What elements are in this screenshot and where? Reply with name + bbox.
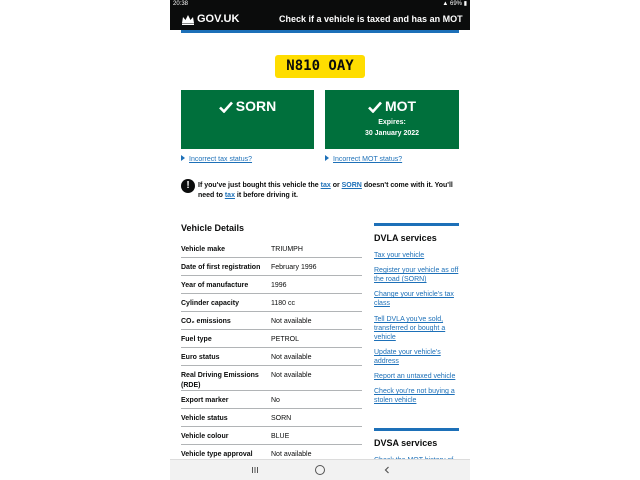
row-key: Vehicle type approval xyxy=(181,451,253,458)
service-name-link[interactable]: Check if a vehicle is taxed and has an MOT xyxy=(279,14,463,24)
row-key: Euro status xyxy=(181,354,220,361)
dvla-services-panel xyxy=(374,223,459,423)
registration-plate: N810 OAY xyxy=(275,55,365,78)
table-row xyxy=(181,294,362,312)
warning-text-part: doesn't come with it. You'll need to xyxy=(198,182,453,199)
row-value: 1996 xyxy=(271,282,287,289)
row-value: BLUE xyxy=(271,433,290,440)
row-value: Not available xyxy=(271,318,312,325)
row-value: No xyxy=(271,397,280,404)
incorrect-mot-status-link[interactable] xyxy=(325,155,402,163)
crown-icon xyxy=(181,14,195,25)
disclosure-triangle-icon xyxy=(181,155,185,161)
home-icon[interactable] xyxy=(315,465,325,475)
govuk-logo-link[interactable]: GOV.UK xyxy=(197,13,240,25)
row-key: Vehicle colour xyxy=(181,433,229,440)
tax-status-text: SORN xyxy=(235,98,277,114)
register-sorn-link[interactable]: Register your vehicle as off the road (SORN) xyxy=(374,267,459,283)
tick-icon xyxy=(368,101,382,113)
mot-status-panel xyxy=(325,90,459,149)
vehicle-details-table xyxy=(181,240,362,463)
row-key: Vehicle make xyxy=(181,246,225,253)
row-key: Real Driving Emissions (RDE) xyxy=(181,372,259,389)
back-icon[interactable] xyxy=(382,465,392,475)
dvla-services-title: DVLA services xyxy=(374,233,437,243)
tax-link[interactable]: tax xyxy=(320,182,331,189)
row-value: SORN xyxy=(271,415,292,422)
row-key: Vehicle status xyxy=(181,415,228,422)
govuk-header xyxy=(170,9,470,30)
table-row xyxy=(181,366,362,391)
tell-dvla-sold-link[interactable]: Tell DVLA you've sold, transferred or bought a vehicle xyxy=(374,316,446,341)
recents-icon[interactable] xyxy=(250,465,260,475)
table-row xyxy=(181,240,362,258)
mot-status-text: MOT xyxy=(384,98,417,114)
header-blue-bar xyxy=(181,30,459,33)
row-value: Not available xyxy=(271,354,312,361)
tax-link-2[interactable]: tax xyxy=(224,192,235,199)
row-key: Export marker xyxy=(181,397,229,404)
mot-expires-label: Expires: xyxy=(378,119,406,126)
aside-blue-bar xyxy=(374,428,459,431)
incorrect-tax-status-label: Incorrect tax status? xyxy=(189,156,253,163)
row-key: Fuel type xyxy=(181,336,212,343)
row-key: Date of first registration xyxy=(181,264,261,271)
table-row xyxy=(181,409,362,427)
row-key: Year of manufacture xyxy=(181,282,249,289)
tax-status-title xyxy=(181,97,314,115)
row-key: Cylinder capacity xyxy=(181,300,239,307)
table-row xyxy=(181,348,362,366)
tick-icon xyxy=(219,101,233,113)
check-stolen-link[interactable]: Check you're not buying a stolen vehicle xyxy=(374,388,455,404)
battery-icon: ▮ xyxy=(463,1,467,7)
tax-status-panel xyxy=(181,90,314,149)
row-value: Not available xyxy=(271,372,312,379)
warning-text-part: If you've just bought this vehicle the xyxy=(198,182,321,189)
system-status-bar xyxy=(170,0,470,9)
battery-percentage: 69% xyxy=(450,1,463,7)
table-row xyxy=(181,276,362,294)
incorrect-tax-status-link[interactable] xyxy=(181,155,252,163)
row-value: February 1996 xyxy=(271,264,317,271)
tax-your-vehicle-link[interactable]: Tax your vehicle xyxy=(374,252,425,259)
wifi-icon: ▲ xyxy=(442,1,449,7)
disclosure-triangle-icon xyxy=(325,155,329,161)
change-tax-class-link[interactable]: Change your vehicle's tax class xyxy=(374,291,454,307)
update-address-link[interactable]: Update your vehicle's address xyxy=(374,349,441,365)
browser-viewport xyxy=(170,0,470,480)
row-value: TRIUMPH xyxy=(271,246,303,253)
incorrect-mot-status-label: Incorrect MOT status? xyxy=(333,156,403,163)
vehicle-details-title: Vehicle Details xyxy=(181,223,245,233)
mot-status-title xyxy=(325,97,459,115)
row-value: PETROL xyxy=(271,336,300,343)
aside-blue-bar xyxy=(374,223,459,226)
table-row xyxy=(181,258,362,276)
table-row xyxy=(181,312,362,330)
table-row xyxy=(181,427,362,445)
sorn-link[interactable]: SORN xyxy=(341,182,362,189)
android-navigation-bar xyxy=(170,459,470,480)
table-row xyxy=(181,330,362,348)
row-value: Not available xyxy=(271,451,312,458)
table-row xyxy=(181,391,362,409)
row-value: 1180 cc xyxy=(271,300,295,307)
row-key: CO₂ emissions xyxy=(181,318,231,325)
clock: 20:38 xyxy=(173,1,189,7)
dvsa-services-title: DVSA services xyxy=(374,438,438,448)
warning-text-part: or xyxy=(330,182,342,189)
mot-expires-date: 30 January 2022 xyxy=(364,130,420,137)
warning-message xyxy=(198,181,460,201)
warning-text-part: it before driving it. xyxy=(234,192,298,199)
status-icons xyxy=(442,0,467,9)
report-untaxed-link[interactable]: Report an untaxed vehicle xyxy=(374,373,456,380)
exclamation-icon: ! xyxy=(181,179,195,193)
